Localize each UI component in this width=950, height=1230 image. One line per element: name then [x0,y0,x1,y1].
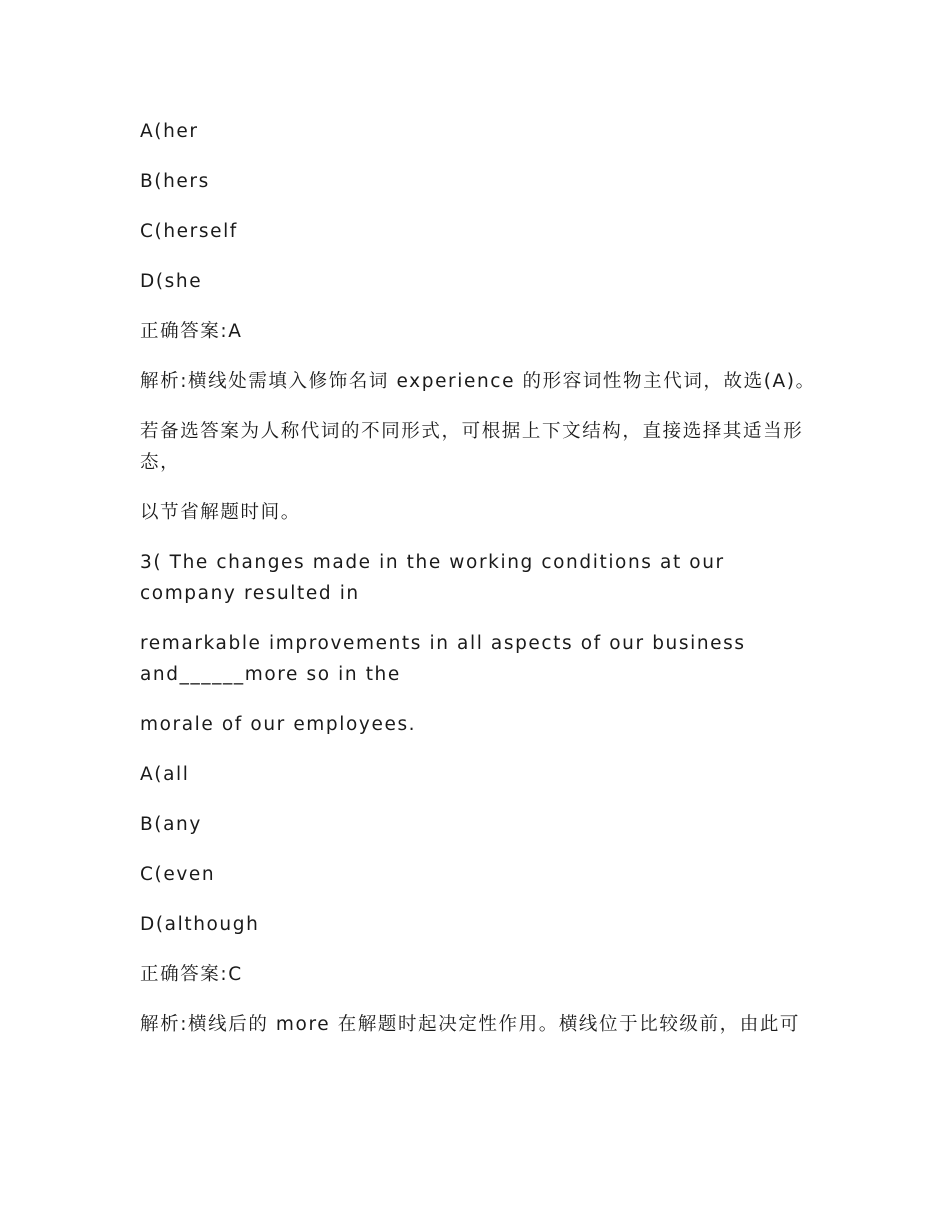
explanation: 解析:横线处需填入修饰名词 experience 的形容词性物主代词，故选(A)。 [140,371,816,392]
explanation-tip: 若备选答案为人称代词的不同形式，可根据上下文结构，直接选择其适当形态， [140,421,804,473]
option-d: D(although [140,914,260,935]
option-c: C(even [140,864,216,885]
question-stem: 3( The changes made in the working conditions at our company resulted in [140,552,725,604]
option-a: A(all [140,764,190,785]
option-c: C(herself [140,221,238,242]
question-stem-end: morale of our employees. [140,714,417,735]
explanation: 解析:横线后的 more 在解题时起决定性作用。横线位于比较级前，由此可 [140,1014,801,1035]
explanation-tip-end: 以节省解题时间。 [140,502,301,523]
correct-answer: 正确答案:A [140,321,243,342]
option-a: A(her [140,121,199,142]
option-d: D(she [140,271,203,292]
option-b: B(hers [140,171,210,192]
document-body [140,116,820,1059]
option-b: B(any [140,814,202,835]
question-stem-cont: remarkable improvements in all aspects of our business and______more so in the [140,633,746,685]
correct-answer: 正确答案:C [140,964,243,985]
